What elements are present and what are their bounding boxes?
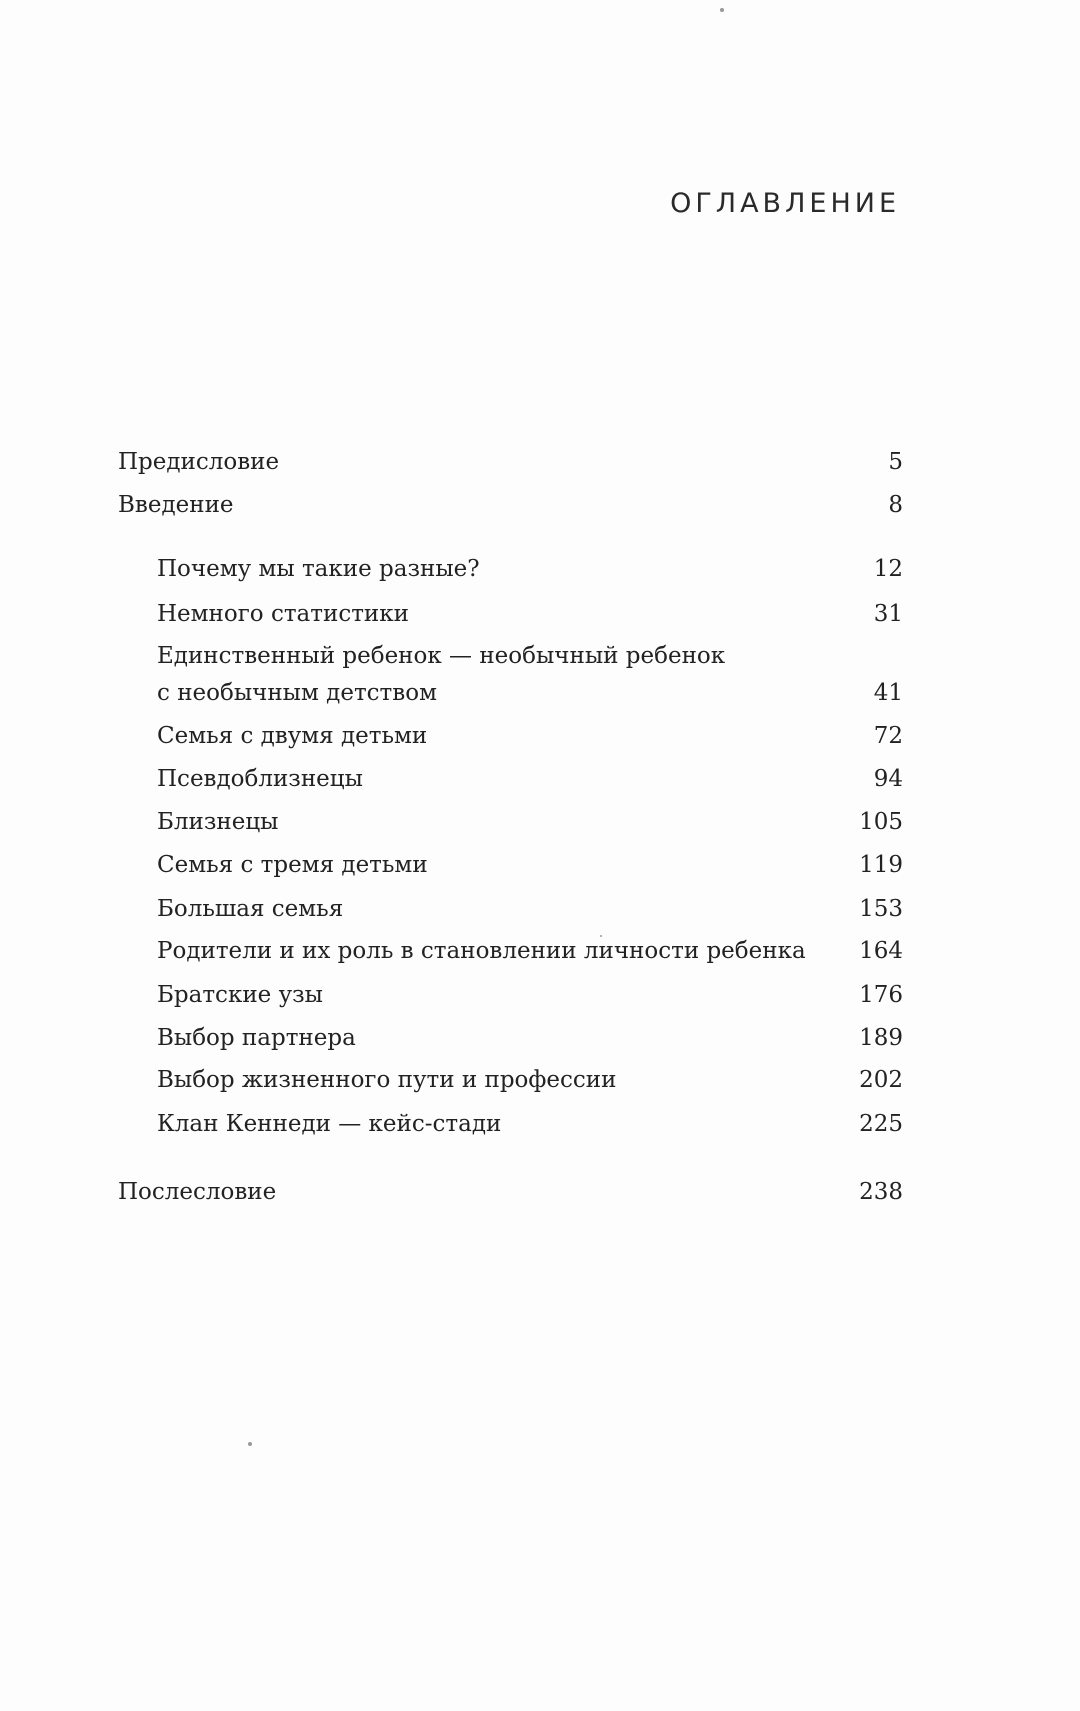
toc-entry-page: 12 — [873, 556, 903, 582]
toc-entry — [0, 1022, 1080, 1062]
toc-entry-page: 5 — [888, 449, 903, 475]
toc-entry-label: Семья с тремя детьми — [157, 852, 428, 878]
toc-entry-label: Близнецы — [157, 809, 279, 835]
toc-entry-page: 41 — [873, 680, 903, 706]
toc-entry-page: 176 — [859, 982, 903, 1008]
scan-speck — [720, 8, 724, 12]
toc-entry-label: Семья с двумя детьми — [157, 723, 428, 749]
toc-entry-label: Выбор жизненного пути и профессии — [157, 1067, 617, 1093]
toc-entry — [0, 806, 1080, 846]
toc-entry — [0, 979, 1080, 1019]
toc-entry — [0, 640, 1080, 680]
toc-entry — [0, 849, 1080, 889]
toc-entry-page: 31 — [873, 601, 903, 627]
toc-entry-label: Выбор партнера — [157, 1025, 356, 1051]
toc-entry — [0, 489, 1080, 529]
toc-entry-page: 105 — [859, 809, 903, 835]
toc-entry-label: Псевдоблизнецы — [157, 766, 363, 792]
toc-entry-label: Родители и их роль в становлении личности ребенка — [157, 938, 806, 964]
toc-entry — [0, 720, 1080, 760]
scan-speck — [248, 1442, 252, 1446]
toc-entry — [0, 935, 1080, 975]
toc-entry-page: 72 — [873, 723, 903, 749]
toc-entry-page: 238 — [859, 1179, 903, 1205]
toc-entry — [0, 553, 1080, 593]
toc-entry-label: Почему мы такие разные? — [157, 556, 480, 582]
scan-speck — [600, 935, 602, 937]
toc-entry-label: с необычным детством — [157, 680, 437, 706]
toc-entry-label: Предисловие — [118, 449, 280, 475]
toc-entry-label: Введение — [118, 492, 234, 518]
toc-entry — [0, 598, 1080, 638]
toc-title: ОГЛАВЛЕНИЕ — [670, 188, 900, 219]
toc-entry — [0, 1176, 1080, 1216]
toc-entry-label: Послесловие — [118, 1179, 277, 1205]
toc-entry-page: 189 — [859, 1025, 903, 1051]
toc-entry-label: Единственный ребенок — необычный ребенок — [157, 643, 726, 669]
toc-entry-page: 8 — [888, 492, 903, 518]
toc-entry-page: 94 — [873, 766, 903, 792]
toc-entry — [0, 677, 1080, 717]
toc-entry-page: 202 — [859, 1067, 903, 1093]
toc-entry — [0, 1064, 1080, 1104]
toc-entry-page: 225 — [859, 1111, 903, 1137]
toc-entry — [0, 893, 1080, 933]
toc-entry-label: Братские узы — [157, 982, 323, 1008]
toc-entry-page: 119 — [859, 852, 903, 878]
toc-entry — [0, 763, 1080, 803]
toc-entry — [0, 446, 1080, 486]
toc-entry-label: Большая семья — [157, 896, 344, 922]
toc-entry-label: Клан Кеннеди — кейс-стади — [157, 1111, 502, 1137]
toc-entry-page: 164 — [859, 938, 903, 964]
toc-entry-label: Немного статистики — [157, 601, 409, 627]
toc-entry — [0, 1108, 1080, 1148]
toc-entry-page: 153 — [859, 896, 903, 922]
